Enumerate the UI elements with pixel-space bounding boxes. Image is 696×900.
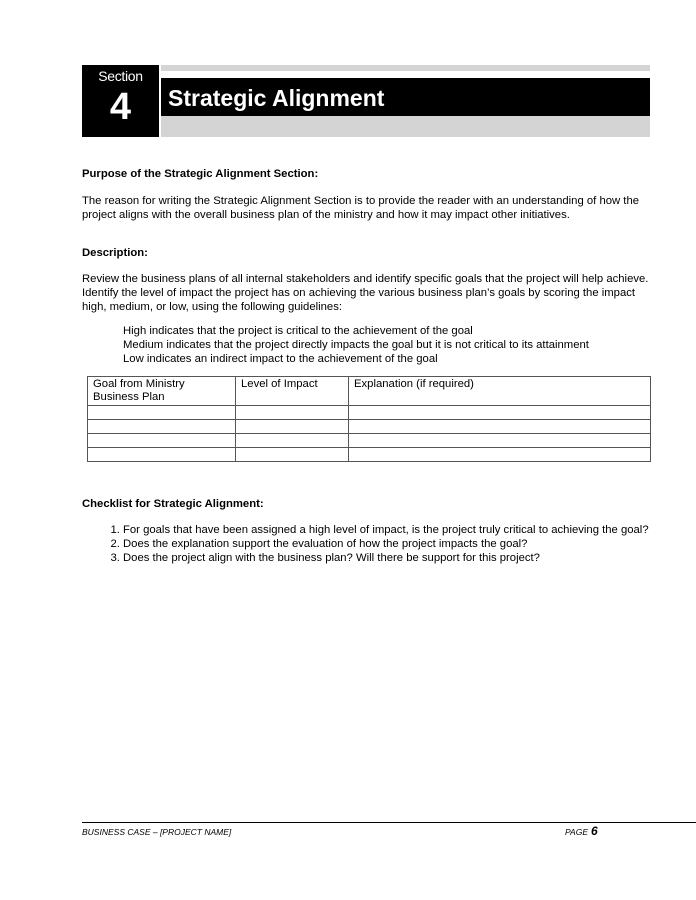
section-badge [82,65,159,137]
guideline-high: High indicates that the project is critical to the achievement of the goal [123,325,473,337]
header-band-top [161,65,650,71]
table-cell[interactable] [349,448,651,462]
table-row [88,434,651,448]
table-cell[interactable] [349,406,651,420]
footer-page [565,824,598,838]
table-cell[interactable] [236,434,349,448]
header-band-bottom [161,116,650,137]
footer-document-title: BUSINESS CASE – [PROJECT NAME] [82,827,232,837]
checklist-item: 3. Does the project align with the business plan? Will there be support for this project? [123,551,650,565]
guideline-medium: Medium indicates that the project directly impacts the goal but it is not critical to its attainment [123,339,589,351]
footer-page-number: 6 [591,824,598,838]
section-number: 4 [109,86,132,128]
description-body: Review the business plans of all internal stakeholders and identify specific goals that the project will help achieve. Identify the level of impact the project has on achieving the various business plan’s goals by scoring the impact high, medium, or low, using the following guidelines: [82,273,649,313]
table-cell[interactable] [236,420,349,434]
guideline-low: Low indicates an indirect impact to the achievement of the goal [123,353,438,365]
table-header-row [88,377,651,406]
header-goal: Goal from Ministry Business Plan [88,377,236,406]
header-impact: Level of Impact [236,377,349,406]
table-cell[interactable] [236,448,349,462]
table-cell[interactable] [236,406,349,420]
purpose-body: The reason for writing the Strategic Alignment Section is to provide the reader with an understanding of how the project aligns with the overall business plan of the ministry and how it may impact other initiatives. [82,195,640,221]
page-title: Strategic Alignment [161,78,650,116]
checklist-item: 2. Does the explanation support the evaluation of how the project impacts the goal? [123,537,650,551]
goals-table [87,376,651,462]
table-cell[interactable] [349,420,651,434]
checklist-item: 1. For goals that have been assigned a high level of impact, is the project truly critical to achieving the goal? [123,523,650,537]
table-row [88,406,651,420]
guideline-list [123,324,650,366]
checklist-heading: Checklist for Strategic Alignment: [82,498,264,510]
table-cell[interactable] [349,434,651,448]
purpose-heading: Purpose of the Strategic Alignment Section: [82,168,319,180]
table-cell[interactable] [88,434,236,448]
description-heading: Description: [82,247,148,259]
footer-page-label: PAGE [565,827,588,837]
table-cell[interactable] [88,420,236,434]
checklist [82,523,650,565]
table-cell[interactable] [88,406,236,420]
table-cell[interactable] [88,448,236,462]
section-label: Section [98,68,143,84]
header-explanation: Explanation (if required) [349,377,651,406]
footer-divider [82,822,696,823]
table-row [88,420,651,434]
table-row [88,448,651,462]
